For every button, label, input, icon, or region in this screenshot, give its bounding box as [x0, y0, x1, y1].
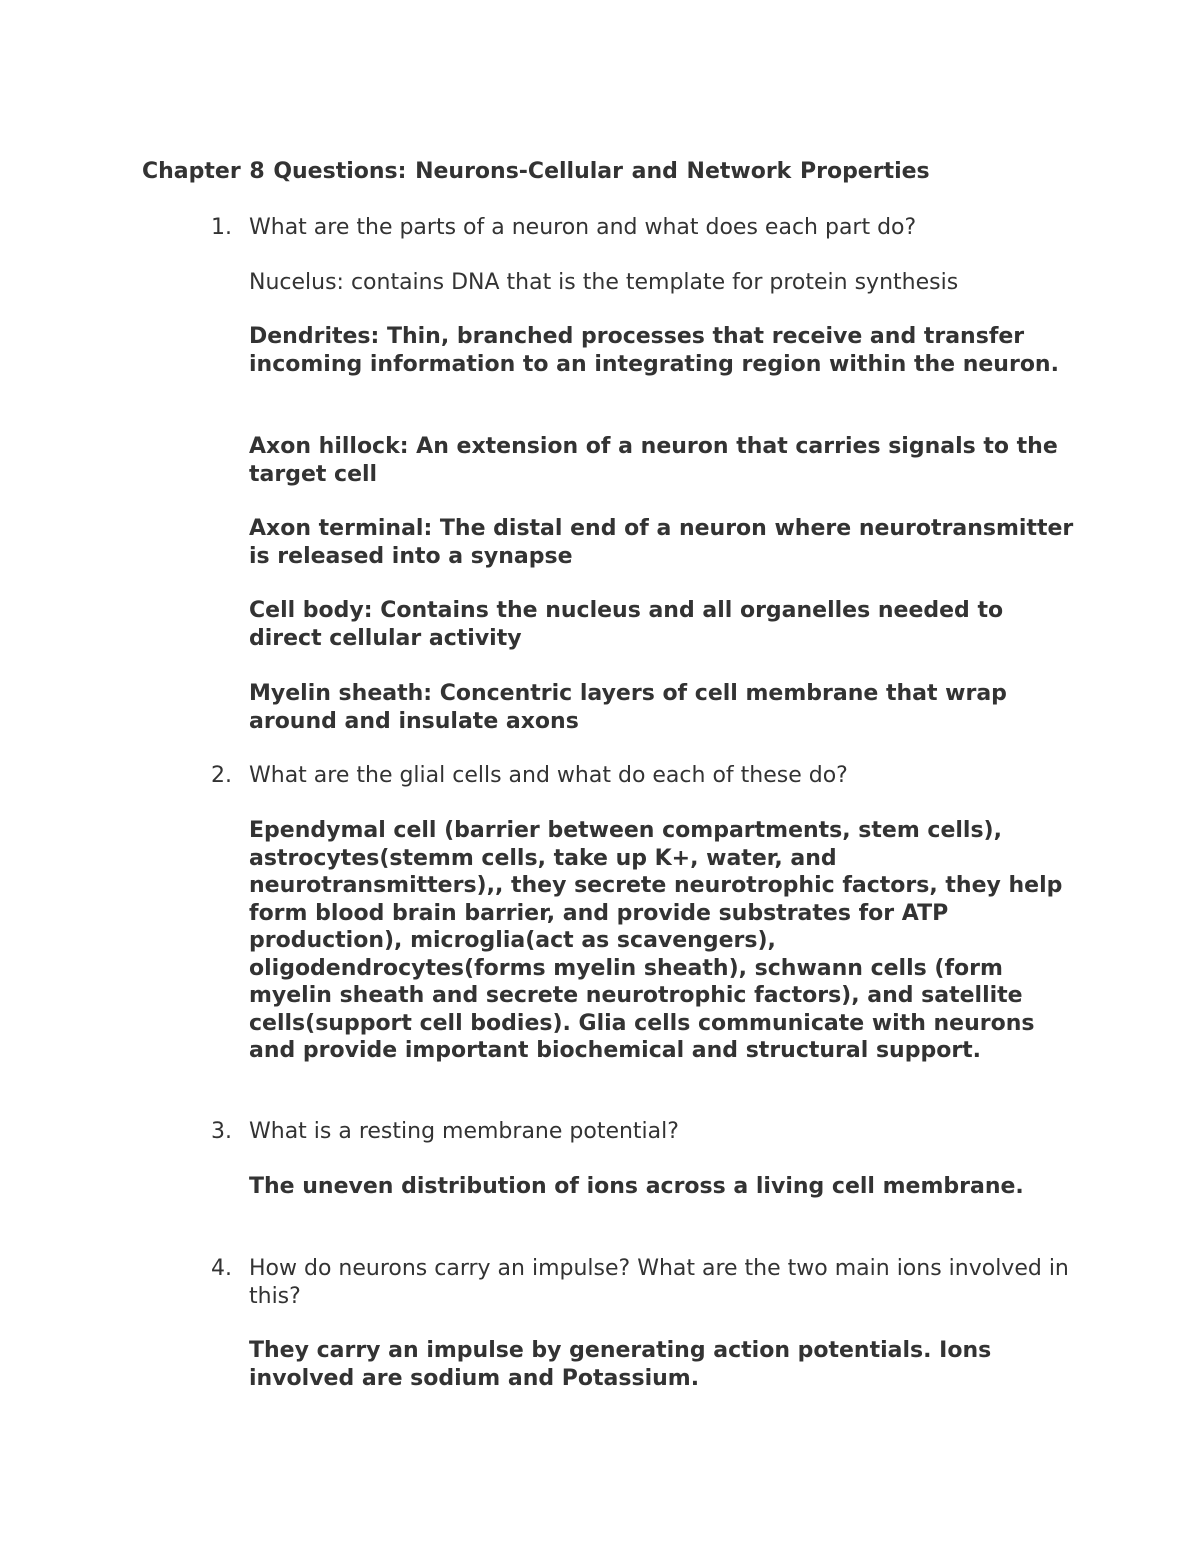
question-number: 4. — [211, 1256, 232, 1281]
question-number: 2. — [211, 763, 232, 788]
answer-axon-hillock: Axon hillock: An extension of a neuron that carries signals to the target cell — [249, 434, 1058, 487]
question-text: How do neurons carry an impulse? What are the two main ions involved in this? — [249, 1256, 1069, 1309]
question-number: 3. — [211, 1119, 232, 1144]
question-text: What is a resting membrane potential? — [249, 1119, 679, 1144]
answer-impulse: They carry an impulse by generating action potentials. Ions involved are sodium and Potassium. — [249, 1338, 992, 1391]
question-text: What are the parts of a neuron and what does each part do? — [249, 215, 917, 240]
page-title: Chapter 8 Questions: Neurons-Cellular and Network Properties — [142, 159, 930, 184]
question-text: What are the glial cells and what do each of these do? — [249, 763, 848, 788]
answer-axon-terminal: Axon terminal: The distal end of a neuron where neurotransmitter is released into a synapse — [249, 516, 1074, 569]
answer-glial-cells: Ependymal cell (barrier between compartments, stem cells), astrocytes(stemm cells, take up K+, water, and neurotransmitters),, they secrete neurotrophic factors, they help form blood brain barrier, and provide substrates for ATP production), microglia(act as scavengers), oligodendrocytes(forms myelin sheath), schwann cells (form myelin sheath and secrete neurotrophic factors), and satellite cells(support cell bodies). Glia cells communicate with neurons and provide important biochemical and structural support. — [249, 818, 1063, 1063]
answer-resting-potential: The uneven distribution of ions across a living cell membrane. — [249, 1174, 1024, 1199]
question-2 — [211, 762, 1071, 790]
question-1 — [211, 214, 1071, 242]
question-number: 1. — [211, 215, 232, 240]
question-4 — [211, 1255, 1071, 1310]
answer-myelin-sheath: Myelin sheath: Concentric layers of cell membrane that wrap around and insulate axons — [249, 681, 1007, 734]
question-3 — [211, 1118, 1071, 1146]
answer-nucleus: Nucelus: contains DNA that is the template for protein synthesis — [249, 270, 959, 295]
answer-dendrites: Dendrites: Thin, branched processes that receive and transfer incoming information to an integrating region within the neuron. — [249, 324, 1059, 377]
answer-cell-body: Cell body: Contains the nucleus and all organelles needed to direct cellular activity — [249, 598, 1004, 651]
